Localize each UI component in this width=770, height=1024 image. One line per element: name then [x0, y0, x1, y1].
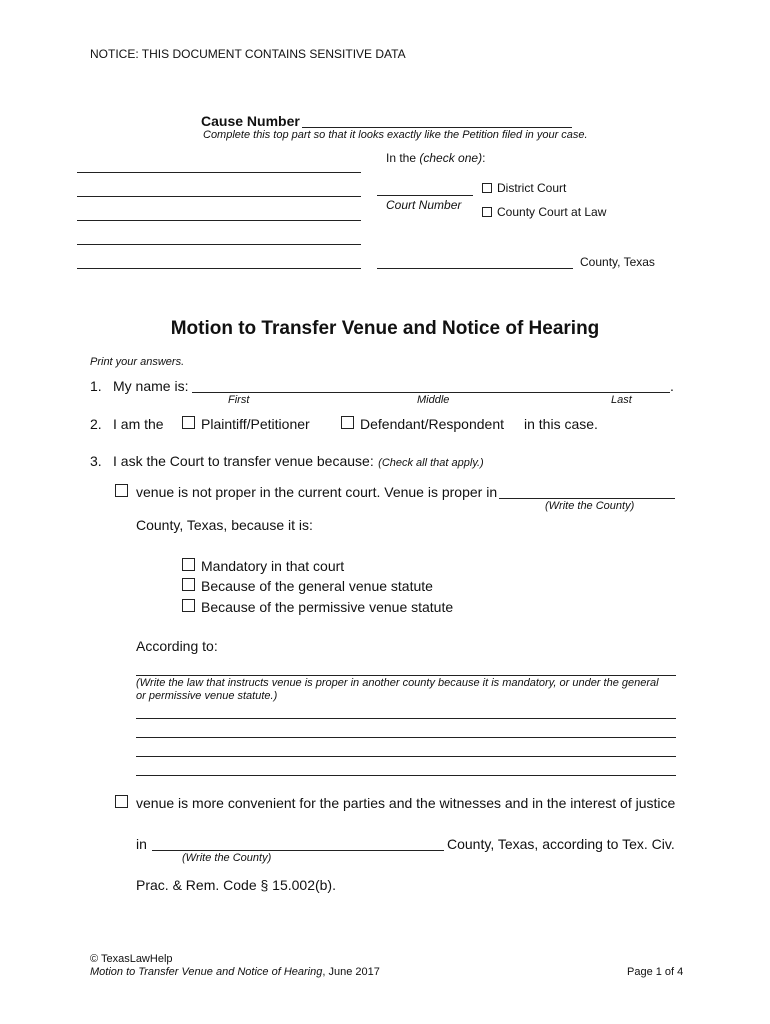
- convenience-checkbox[interactable]: [115, 795, 128, 808]
- law-line-2[interactable]: [136, 718, 676, 719]
- venue-continuation: County, Texas, because it is:: [136, 517, 313, 533]
- law-line-5[interactable]: [136, 775, 676, 776]
- print-note: Print your answers.: [90, 356, 185, 368]
- name-field[interactable]: [192, 392, 670, 393]
- permissive-venue-checkbox[interactable]: [182, 599, 195, 612]
- proper-county-field[interactable]: [499, 498, 675, 499]
- item2-suffix: in this case.: [524, 416, 598, 432]
- mandatory-checkbox[interactable]: [182, 558, 195, 571]
- convenience-county-hint: (Write the County): [182, 852, 272, 864]
- county-court-at-law-checkbox[interactable]: [482, 207, 492, 217]
- item2-label: I am the: [113, 416, 164, 432]
- item1-number: 1.: [90, 378, 102, 394]
- convenience-county-field[interactable]: [152, 850, 444, 851]
- defendant-checkbox[interactable]: [341, 416, 354, 429]
- item2-number: 2.: [90, 416, 102, 432]
- footer-copyright: © TexasLawHelp: [90, 953, 173, 965]
- law-hint-line-2: or permissive venue statute.): [136, 690, 278, 702]
- district-court-checkbox[interactable]: [482, 183, 492, 193]
- party-line-3[interactable]: [77, 220, 361, 221]
- court-number-label: Court Number: [386, 198, 462, 212]
- cause-number-field[interactable]: [302, 127, 572, 128]
- party-line-2[interactable]: [77, 196, 361, 197]
- plaintiff-label: Plaintiff/Petitioner: [201, 416, 310, 432]
- page-number: Page 1 of 4: [627, 966, 684, 978]
- footer-doc-title: Motion to Transfer Venue and Notice of Hearing, June 2017: [90, 966, 380, 978]
- cause-number-instruction: Complete this top part so that it looks exactly like the Petition filed in your case.: [203, 129, 588, 141]
- venue-not-proper-label: venue is not proper in the current court. Venue is proper in: [136, 484, 498, 500]
- middle-name-label: Middle: [417, 394, 450, 406]
- court-county-field[interactable]: [377, 268, 573, 269]
- county-court-at-law-label: County Court at Law: [497, 205, 607, 219]
- proper-county-hint: (Write the County): [545, 500, 635, 512]
- district-court-label: District Court: [497, 181, 567, 195]
- statute-citation: Prac. & Rem. Code § 15.002(b).: [136, 877, 336, 893]
- convenience-label: venue is more convenient for the parties and the witnesses and in the interest of justice: [136, 795, 676, 811]
- first-name-label: First: [228, 394, 250, 406]
- sensitive-data-notice: NOTICE: THIS DOCUMENT CONTAINS SENSITIVE DATA: [90, 47, 406, 61]
- party-line-5[interactable]: [77, 268, 361, 269]
- page-title: Motion to Transfer Venue and Notice of Hearing: [170, 318, 600, 339]
- last-name-label: Last: [611, 394, 632, 406]
- law-line-4[interactable]: [136, 756, 676, 757]
- general-venue-label: Because of the general venue statute: [201, 578, 433, 594]
- law-line-1[interactable]: [136, 675, 676, 676]
- item3-number: 3.: [90, 453, 102, 469]
- court-select-prompt: In the (check one):: [386, 151, 486, 165]
- law-hint-line-1: (Write the law that instructs venue is proper in another county because it is mandatory, or under the general: [136, 677, 659, 689]
- venue-not-proper-checkbox[interactable]: [115, 484, 128, 497]
- party-line-4[interactable]: [77, 244, 361, 245]
- law-line-3[interactable]: [136, 737, 676, 738]
- convenience-county-suffix: County, Texas, according to Tex. Civ.: [447, 836, 675, 852]
- mandatory-label: Mandatory in that court: [201, 558, 345, 574]
- cause-number-label: Cause Number: [201, 113, 300, 129]
- convenience-in-label: in: [136, 836, 147, 852]
- item1-label: My name is:: [113, 378, 189, 394]
- general-venue-checkbox[interactable]: [182, 578, 195, 591]
- court-number-field[interactable]: [377, 195, 473, 196]
- permissive-venue-label: Because of the permissive venue statute: [201, 599, 454, 615]
- court-county-suffix: County, Texas: [580, 255, 655, 269]
- plaintiff-checkbox[interactable]: [182, 416, 195, 429]
- party-line-1[interactable]: [77, 172, 361, 173]
- item1-period: .: [670, 378, 674, 394]
- defendant-label: Defendant/Respondent: [360, 416, 504, 432]
- item3-prompt: I ask the Court to transfer venue because: (Check all that apply.): [113, 453, 484, 469]
- according-to-label: According to:: [136, 638, 218, 654]
